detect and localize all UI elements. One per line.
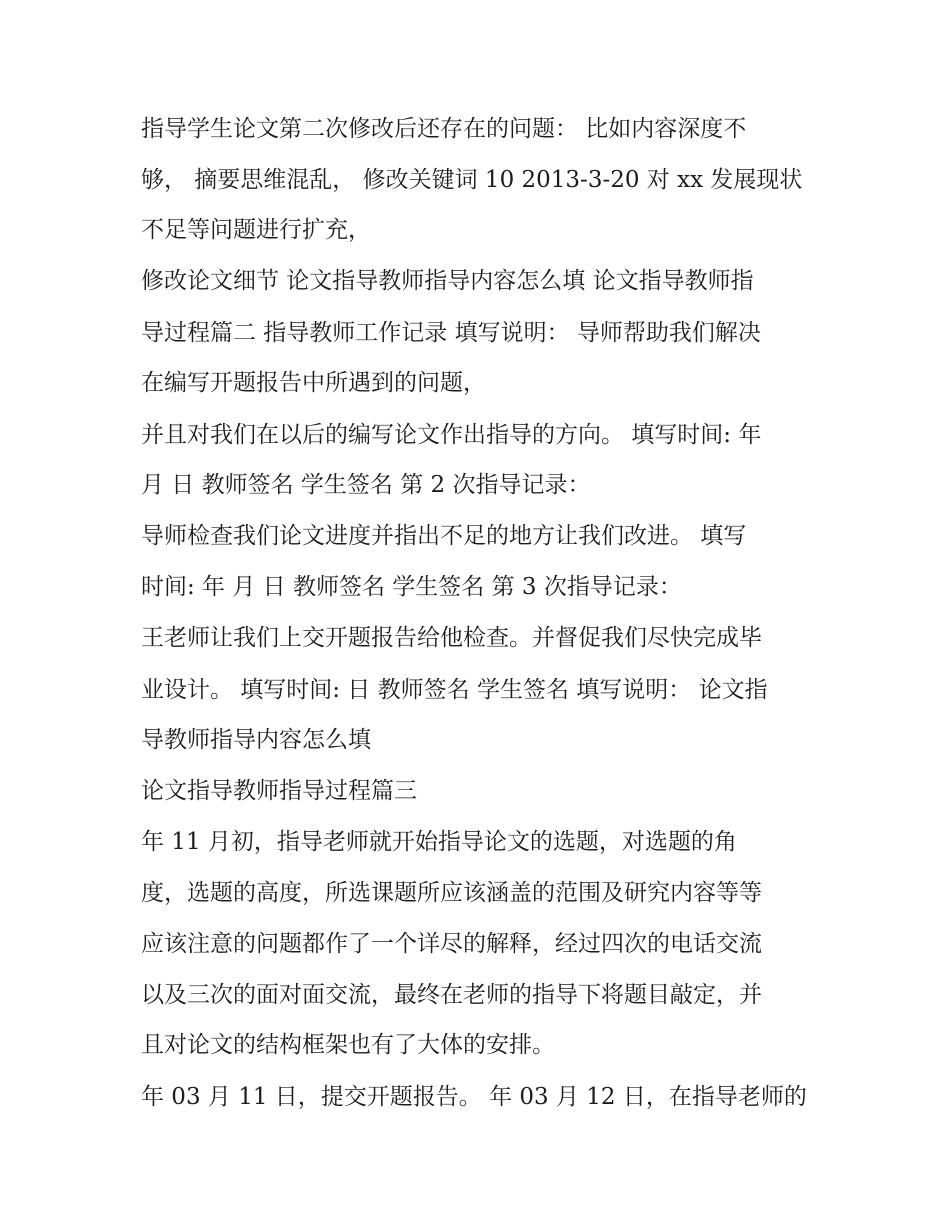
text-line: 度，选题的高度，所选课题所应该涵盖的范围及研究内容等等: [141, 880, 762, 906]
text-line: 且对论文的结构框架也有了大体的安排。: [141, 1032, 555, 1058]
text-line: 时间: 年 月 日 教师签名 学生签名 第 3 次指导记录：: [141, 574, 682, 600]
text-line: 并且对我们在以后的编写论文作出指导的方向。 填写时间: 年: [141, 422, 762, 448]
text-line: 以及三次的面对面交流，最终在老师的指导下将题目敲定，并: [141, 982, 762, 1008]
text-line: 王老师让我们上交开题报告给他检查。并督促我们尽快完成毕: [141, 625, 762, 651]
text-line: 在编写开题报告中所遇到的问题，: [141, 370, 486, 396]
text-line: 月 日 教师签名 学生签名 第 2 次指导记录：: [141, 472, 591, 498]
section-heading: 论文指导教师指导过程篇三: [141, 778, 417, 804]
text-line: 应该注意的问题都作了一个详尽的解释，经过四次的电话交流: [141, 931, 762, 957]
text-line: 导教师指导内容怎么填: [141, 727, 371, 753]
text-line: 业设计。 填写时间: 日 教师签名 学生签名 填写说明： 论文指: [141, 677, 768, 703]
text-line: 不足等问题进行扩充，: [141, 217, 371, 243]
text-line: 够， 摘要思维混乱， 修改关键词 10 2013-3-20 对 xx 发展现状: [141, 167, 803, 193]
text-line: 修改论文细节 论文指导教师指导内容怎么填 论文指导教师指: [141, 268, 754, 294]
text-line: 导师检查我们论文进度并指出不足的地方让我们改进。 填写: [141, 523, 747, 549]
text-line: 年 03 月 11 日，提交开题报告。 年 03 月 12 日，在指导老师的: [141, 1084, 807, 1110]
text-line: 指导学生论文第二次修改后还存在的问题： 比如内容深度不: [141, 116, 747, 142]
text-line: 年 11 月初，指导老师就开始指导论文的选题，对选题的角: [141, 829, 737, 855]
text-line: 导过程篇二 指导教师工作记录 填写说明： 导师帮助我们解决: [141, 320, 761, 346]
